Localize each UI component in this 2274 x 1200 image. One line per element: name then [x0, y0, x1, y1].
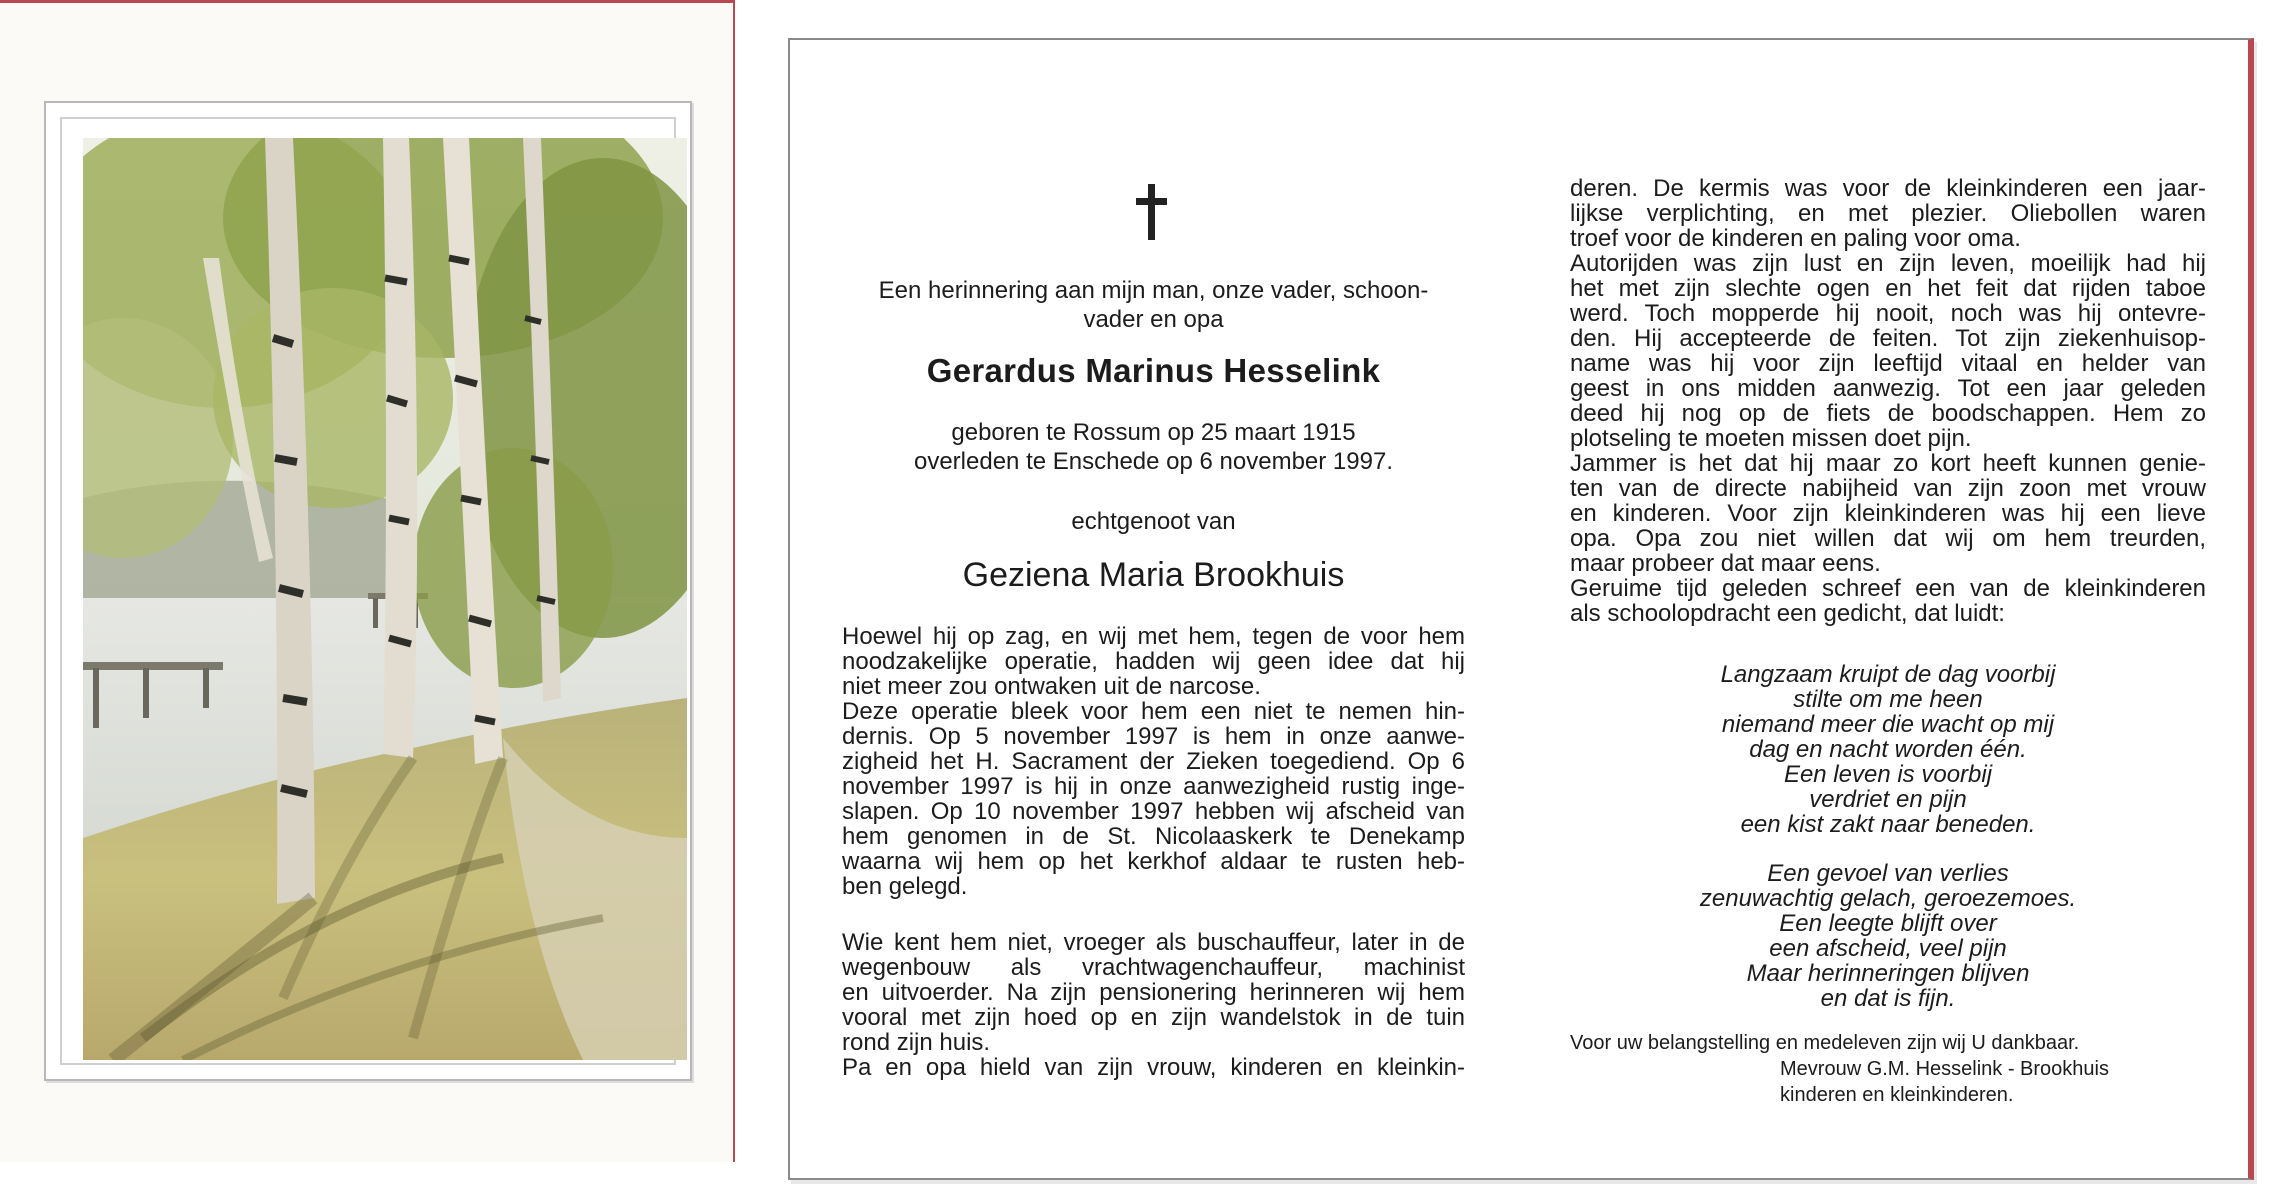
text-line: plotseling te moeten missen doet pijn. — [1570, 425, 1972, 452]
signature — [1780, 1056, 2200, 1108]
text-line: name was hij voor zijn leeftijd vitaal en helder van — [1570, 350, 2206, 377]
text-line: deren. De kermis was voor de kleinkinderen een jaar- — [1570, 175, 2206, 202]
text-line: deed hij nog op de fiets de boodschappen. Hem zo — [1570, 400, 2206, 427]
intro-line: vader en opa — [1083, 306, 1224, 333]
text-line: Geruime tijd geleden schreef een van de kleinkinderen — [1570, 575, 2206, 602]
text-line: geest in ons midden aanwezig. Tot een jaar geleden — [1570, 375, 2206, 402]
poem — [1570, 662, 2206, 1011]
text-line: Jammer is het dat hij maar zo kort heeft kunnen genie- — [1570, 450, 2206, 477]
poem-line: Een leegte blijft over — [1779, 910, 1997, 937]
text-line: Wie kent hem niet, vroeger als buschauffeur, later in de — [842, 929, 1465, 956]
intro-text — [842, 276, 1465, 334]
poem-line: Maar herinneringen blijven — [1746, 960, 2030, 987]
poem-line: een kist zakt naar beneden. — [1740, 811, 2036, 838]
text-line: ten van de directe nabijheid van zijn zoon met vrouw — [1570, 475, 2206, 502]
spouse-name: Geziena Maria Brookhuis — [962, 556, 1345, 594]
signature-line: kinderen en kleinkinderen. — [1780, 1084, 2014, 1106]
birth-line: geboren te Rossum op 25 maart 1915 — [951, 419, 1356, 446]
text-line: Deze operatie bleek voor hem een niet te nemen hin- — [842, 698, 1465, 725]
cross-icon — [1132, 184, 1172, 240]
text-line: dernis. Op 5 november 1997 is hem in onze aanwe- — [842, 723, 1465, 750]
poem-line: een afscheid, veel pijn — [1769, 935, 2007, 962]
text-line: den. Hij accepteerde de feiten. Tot zijn ziekenhuisop- — [1570, 325, 2206, 352]
text-line: Autorijden was zijn lust en zijn leven, moeilijk had hij — [1570, 250, 2206, 277]
signature-line: Mevrouw G.M. Hesselink - Brookhuis — [1780, 1058, 2109, 1080]
text-line: rond zijn huis. — [842, 1029, 991, 1056]
thanks-line: Voor uw belangstelling en medeleven zijn wij U dankbaar. — [1570, 1032, 2080, 1054]
poem-line: Een leven is voorbij — [1783, 761, 1993, 788]
text-line: maar probeer dat maar eens. — [1570, 550, 1881, 577]
text-line: niet meer zou ontwaken uit de narcose. — [842, 673, 1261, 700]
text-line: Hoewel hij op zag, en wij met hem, tegen de voor hem — [842, 623, 1465, 650]
poem-stanza — [1570, 861, 2206, 1011]
spouse-lead: echtgenoot van — [1071, 508, 1236, 535]
body-paragraph-right — [1570, 176, 2206, 626]
poem-stanza — [1570, 662, 2206, 837]
text-line: lijkse verplichting, en met plezier. Oliebollen waren — [1570, 200, 2206, 227]
text-line: als schoolopdracht een gedicht, dat luidt: — [1570, 600, 2005, 627]
poem-line: zenuwachtig gelach, geroezemoes. — [1699, 885, 2077, 912]
poem-line: stilte om me heen — [1793, 686, 1983, 713]
life-dates — [842, 418, 1465, 476]
text-line: en kinderen. Voor zijn kleinkinderen was hij een lieve — [1570, 500, 2206, 527]
poem-line: en dat is fijn. — [1820, 985, 1956, 1012]
body-paragraph-b — [842, 930, 1465, 1080]
text-line: Pa en opa hield van zijn vrouw, kinderen en kleinkin- — [842, 1054, 1465, 1081]
text-line: waarna wij hem op het kerkhof aldaar te rusten heb- — [842, 848, 1465, 875]
text-line: november 1997 is hij in onze aanwezigheid rustig inge- — [842, 773, 1465, 800]
text-line: noodzakelijke operatie, hadden wij geen idee dat hij — [842, 648, 1465, 675]
text-line: hem genomen in de St. Nicolaaskerk te Denekamp — [842, 823, 1465, 850]
text-line: werd. Toch mopperde hij nooit, noch was hij ontevre- — [1570, 300, 2206, 327]
poem-line: Een gevoel van verlies — [1767, 860, 2009, 887]
text-line: troef voor de kinderen en paling voor oma. — [1570, 225, 2021, 252]
deceased-name: Gerardus Marinus Hesselink — [926, 352, 1381, 389]
intro-line: Een herinnering aan mijn man, onze vader, schoon- — [878, 277, 1429, 304]
birch-trees-photo — [83, 138, 687, 1060]
poem-line: verdriet en pijn — [1809, 786, 1967, 813]
text-line: slapen. Op 10 november 1997 hebben wij afscheid van — [842, 798, 1465, 825]
text-line: het met zijn slechte ogen en het feit dat rijden taboe — [1570, 275, 2206, 302]
text-line: ben gelegd. — [842, 873, 968, 900]
poem-line: Langzaam kruipt de dag voorbij — [1720, 661, 2056, 688]
text-line: wegenbouw als vrachtwagenchauffeur, machinist — [842, 954, 1465, 981]
text-line: en uitvoerder. Na zijn pensionering herinneren wij hem — [842, 979, 1465, 1006]
death-line: overleden te Enschede op 6 november 1997. — [913, 448, 1393, 475]
text-line: vooral met zijn hoed op en zijn wandelstok in de tuin — [842, 1004, 1465, 1031]
text-line: opa. Opa zou niet willen dat wij om hem treurden, — [1570, 525, 2206, 552]
text-line: zigheid het H. Sacrament der Zieken toegediend. Op 6 — [842, 748, 1465, 775]
body-paragraph-a — [842, 624, 1465, 899]
poem-line: dag en nacht worden één. — [1749, 736, 2027, 763]
poem-line: niemand meer die wacht op mij — [1721, 711, 2055, 738]
